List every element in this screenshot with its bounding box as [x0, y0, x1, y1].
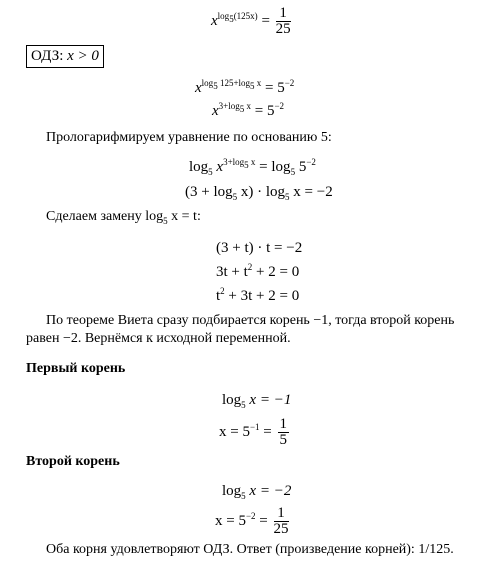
root2-equation-1: $\log_5 x = -2$ [222, 483, 292, 501]
main-equation-fraction: $\frac{1}{25}$ [275, 5, 291, 37]
equation-step-3: $\log_5 x^{3+log_5 x} = \log_5 5^{-2}$ [189, 157, 316, 177]
first-root-heading: Первый корень [26, 361, 126, 376]
equation-step-7: $t^2 + 3t + 2 = 0$ [216, 286, 300, 304]
equation-step-4: $(3 + \log_5 x) \cdot \log_5 x = -2$ [185, 184, 333, 202]
text-substitution: Сделаем замену $\log_5 x = t$: [46, 209, 201, 226]
second-root-heading: Второй корень [26, 454, 120, 469]
odz-box: ОДЗ: x > 0 [26, 45, 104, 68]
root2-equation-2: $x = 5^{-2}$ = $\frac{1}{25}$ [215, 505, 289, 537]
root1-equation-1: $\log_5 x = -1$ [222, 392, 292, 410]
text-vieta-line-1: По теореме Виета сразу подбирается корень −1, тогда второй корень [46, 313, 455, 328]
equation-step-1: $x^{log_5 125+log_5 x} = 5^{-2}$ [195, 78, 295, 96]
root1-fraction: $\frac{1}{5}$ [279, 416, 288, 448]
text-vieta-line-2: равен −2. Вернёмся к исходной переменной. [26, 331, 291, 346]
equation-step-5: (3 + t) · t = −2 [216, 240, 303, 256]
equation-step-2: $x^{3+log_5 x} = 5^{-2}$ [212, 101, 285, 119]
conclusion-text: Оба корня удовлетворяют ОДЗ. Ответ (произведение корней): 1/125. [46, 542, 454, 557]
equation-step-6: $3t + t^2 + 2 = 0$ [216, 262, 300, 280]
root2-fraction: $\frac{1}{25}$ [273, 505, 289, 537]
main-equation: $x^{log_5(125x)}$ = $\frac{1}{25}$ [211, 5, 291, 37]
text-log-base: Прологарифмируем уравнение по основанию 5: [46, 130, 332, 145]
root1-equation-2: $x = 5^{-1}$ = $\frac{1}{5}$ [219, 416, 288, 448]
